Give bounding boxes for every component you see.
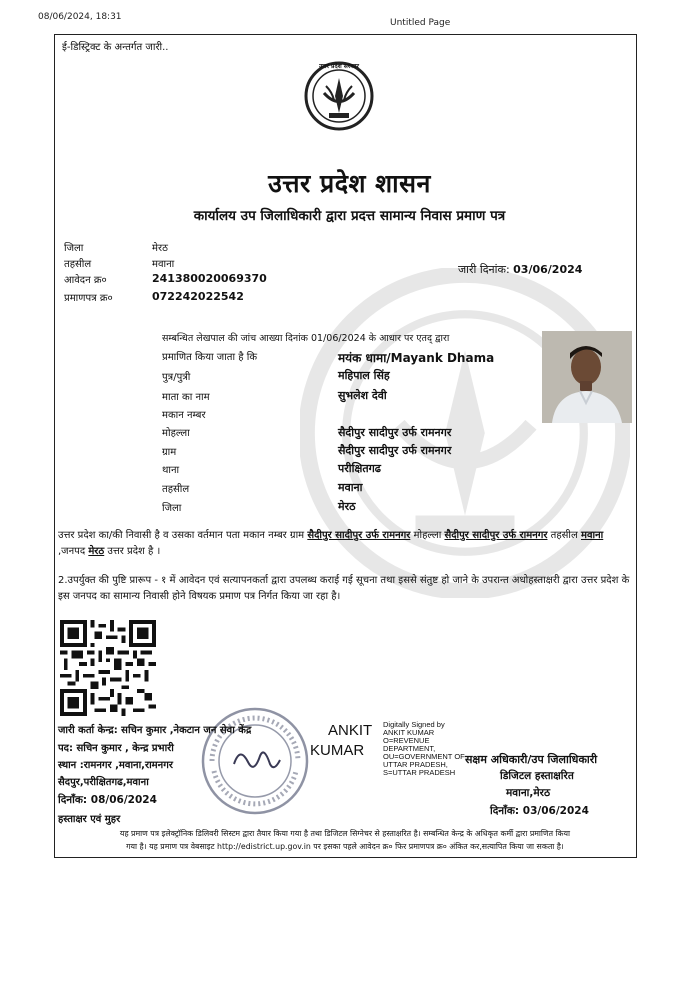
intro-line: सम्बन्धित लेखपाल की जांच आख्या दिनांक 01/06/2024 के आधार पर एतद् द्वारा [162,333,450,344]
print-datetime: 08/06/2024, 18:31 [38,12,122,22]
para1-text-a: उत्तर प्रदेश का/की निवासी है व उसका वर्तमान पता मकान नम्बर ग्राम [58,530,308,541]
dsig-line: O=REVENUE [383,736,430,745]
detail-value-village: सैदीपुर सादीपुर उर्फ रामनगर [338,444,452,457]
issuing-center-line4: सैदपुर,परीक्षितगढ,मवाना [58,777,149,788]
confirmation-paragraph: 2.उपर्युक्त की पुष्टि प्रारूप - १ में आवेदन एवं सत्यापनकर्ता द्वारा उपलब्ध कराई गई सूचना तथा इससे संतुष्ट हो जाने के उपरान्त अधोहस्ताक्षरी द्वारा उत्तर प्रदेश के इस जनपद का सामान्य निवासी होने विषयक प्रमाण पत्र निर्गत किया जा रहा है। [58,575,630,602]
field-value-certificate-no: 072242022542 [152,290,244,303]
para1-tehsil: मवाना [580,530,604,541]
detail-value-father: महिपाल सिंह [338,369,390,382]
detail-label-police-station: थाना [162,465,180,476]
qr-code-icon [60,620,156,716]
residence-paragraph [58,528,632,560]
dsig-line: UTTAR PRADESH, [383,760,448,769]
para1-district: मेरठ [88,546,105,557]
field-label-certificate-no: प्रमाणपत्र क्र० [64,293,113,304]
issued-under-text: ई-डिस्ट्रिक्ट के अन्तर्गत जारी.. [62,42,169,53]
emblem-text: उत्तर प्रदेश सरकार [319,63,359,70]
issuing-center-date: दिनाँक: 08/06/2024 [58,794,157,806]
detail-label-village: ग्राम [162,447,177,458]
footer-note [56,827,634,853]
para1-text-c: तहसील [547,530,581,541]
field-value-tehsil: मवाना [152,259,175,270]
para1-mohalla: सैदीपुर सादीपुर उर्फ रामनगर [444,530,548,541]
authority-location: मवाना,मेरठ [506,787,551,799]
authority-digitally-signed: डिजिटल हस्ताक्षरित [500,770,574,782]
detail-value-district: मेरठ [338,500,356,513]
print-page-title: Untitled Page [390,18,451,28]
detail-label-house-no: मकान नम्बर [162,410,206,421]
dsig-line: OU=GOVERNMENT OF [383,752,465,761]
certificate-title: उत्तर प्रदेश शासन [268,169,431,198]
issuing-center-line1: जारी कर्ता केन्द्र: सचिन कुमार ,नेकटान जन सेवा केंद्र [58,725,252,736]
detail-value-police-station: परीक्षितगढ [338,462,381,475]
para1-text-e: उत्तर प्रदेश है । [104,546,161,557]
dsig-line: S=UTTAR PRADESH [383,768,456,777]
digital-signature-name-2: KUMAR [310,742,365,759]
dsig-line: Digitally Signed by [383,720,445,729]
detail-label-tehsil: तहसील [162,484,190,495]
field-value-district: मेरठ [152,243,168,254]
applicant-photo [542,331,632,423]
field-label-district: जिला [64,243,84,254]
detail-label-mother: माता का नाम [162,392,210,403]
certificate-subtitle: कार्यालय उप जिलाधिकारी द्वारा प्रदत्त सामान्य निवास प्रमाण पत्र [193,208,506,224]
field-value-application-no: 241380020069370 [152,272,267,285]
field-label-tehsil: तहसील [64,259,92,270]
detail-value-tehsil: मवाना [338,481,363,494]
digital-signature-name-1: ANKIT [328,722,373,739]
issue-date-label: जारी दिनांक: [458,263,510,276]
digital-signature-details [383,721,465,777]
footer-note-line-2: गया है। यह प्रमाण पत्र वेबसाइट http://edistrict.up.gov.in पर इसका पहले आवेदन क्र० फिर प्रमाणपत्र क्र० अंकित कर,सत्यापित किया जा सकता है। [126,842,564,851]
issuing-center-line3: स्थान :रामनगर ,मवाना,रामनगर [58,760,173,771]
detail-label-son-daughter: पुत्र/पुत्री [162,372,191,383]
authority-date: दिनाँक: 03/06/2024 [490,805,589,817]
dsig-line: ANKIT KUMAR [383,728,435,737]
footer-note-line-1: यह प्रमाण पत्र इलेक्ट्रॉनिक डिलिवरी सिस्टम द्वारा तैयार किया गया है तथा डिजिटल सिग्नेचर से हस्ताक्षरित है। सम्बन्धित केन्द्र के अधिकृत कर्मी द्वारा प्रमाणित किया [119,829,571,838]
para1-text-d: ,जनपद [58,546,89,557]
issue-date [458,262,582,277]
authority-designation: सक्षम अधिकारी/उप जिलाधिकारी [465,753,598,766]
sign-and-seal-label: हस्ताक्षर एवं मुहर [58,814,121,825]
detail-value-mother: सुभलेश देवी [338,389,387,402]
para1-text-b: मोहल्ला [410,530,445,541]
para1-village: सैदीपुर सादीपुर उर्फ रामनगर [307,530,411,541]
field-label-application-no: आवेदन क्र० [64,275,107,286]
detail-label-certified: प्रमाणित किया जाता है कि [162,352,258,363]
dsig-line: DEPARTMENT, [383,744,436,753]
issuing-center-line2: पद: सचिन कुमार , केन्द्र प्रभारी [58,743,174,754]
detail-value-name: मयंक धामा/Mayank Dhama [338,351,495,365]
applicant-photo-image [542,331,632,423]
detail-value-mohalla: सैदीपुर सादीपुर उर्फ रामनगर [338,426,452,439]
issue-date-value: 03/06/2024 [513,263,583,276]
detail-label-mohalla: मोहल्ला [162,428,190,439]
detail-label-district: जिला [162,503,182,514]
